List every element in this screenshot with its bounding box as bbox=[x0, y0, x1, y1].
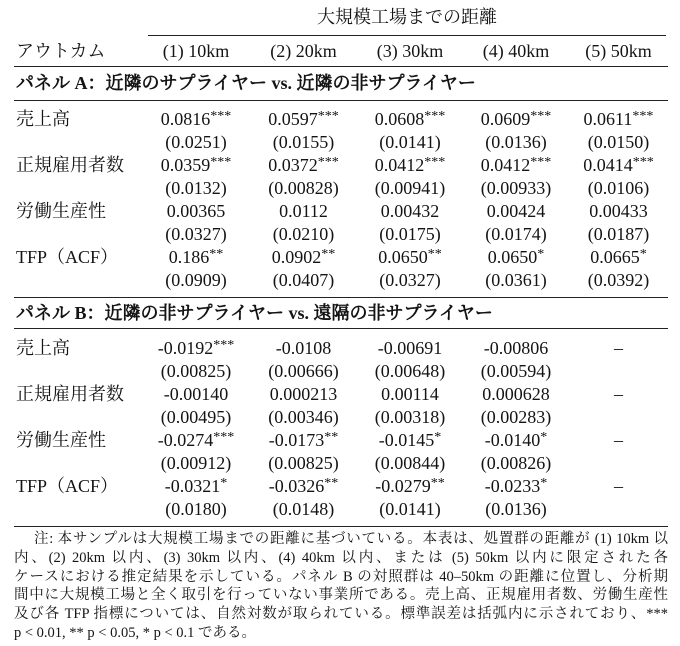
standard-error-cell: (0.0155) bbox=[272, 132, 335, 152]
se-row bbox=[14, 223, 668, 246]
standard-error-cell: (0.00933) bbox=[480, 178, 552, 198]
standard-error-cell: (0.00318) bbox=[374, 407, 446, 427]
significance-stars: * bbox=[639, 245, 647, 262]
significance-stars: * bbox=[540, 428, 548, 445]
coefficient-cell: -0.0279** bbox=[375, 474, 445, 496]
column-group-header: 大規模工場までの距離 bbox=[148, 0, 666, 36]
coefficient-cell: 0.0597*** bbox=[268, 107, 339, 129]
panel-a-title: パネル A：近隣のサプライヤー vs. 近隣の非サプライヤー bbox=[14, 67, 668, 101]
coefficient-cell: 0.000628 bbox=[482, 384, 550, 404]
standard-error-cell: (0.0909) bbox=[165, 270, 227, 290]
coefficient-cell: -0.0140* bbox=[484, 428, 548, 450]
coefficient-cell: -0.0108 bbox=[275, 338, 332, 358]
coefficient-cell: -0.0233* bbox=[484, 474, 548, 496]
coefficient-cell: 0.0609*** bbox=[480, 107, 552, 129]
note-line: 内、(2) 20km 以内、(3) 30km 以内、(4) 40km 以内、または (5) 50km 以内に限定された各 bbox=[14, 549, 668, 566]
coefficient-cell: -0.0326** bbox=[268, 474, 339, 496]
significance-stars: ** bbox=[430, 474, 445, 491]
coefficient-cell: – bbox=[614, 384, 623, 404]
coefficient-cell: 0.186** bbox=[168, 245, 224, 267]
outcome-label: 売上高 bbox=[16, 338, 70, 358]
se-row bbox=[14, 177, 668, 200]
se-row bbox=[14, 452, 668, 475]
significance-stars: *** bbox=[213, 336, 235, 353]
standard-error-cell: (0.0148) bbox=[272, 499, 335, 519]
significance-stars: *** bbox=[317, 107, 339, 124]
outcome-label: TFP（ACF） bbox=[16, 476, 119, 496]
column-header: (4) 40km bbox=[482, 41, 550, 61]
coefficient-cell: – bbox=[614, 430, 623, 450]
column-header: (1) 10km bbox=[162, 41, 230, 61]
significance-stars: *** bbox=[530, 107, 552, 124]
standard-error-cell: (0.0136) bbox=[485, 132, 547, 152]
coefficient-cell: 0.0412*** bbox=[374, 153, 446, 175]
coefficient-cell: 0.0359*** bbox=[160, 153, 232, 175]
significance-stars: *** bbox=[424, 153, 446, 170]
se-row bbox=[14, 498, 668, 521]
standard-error-cell: (0.00825) bbox=[160, 361, 232, 381]
standard-error-cell: (0.00844) bbox=[374, 453, 446, 473]
coefficient-cell: -0.0145* bbox=[378, 428, 442, 450]
column-header-row bbox=[14, 36, 668, 67]
coefficient-cell: -0.00691 bbox=[377, 338, 443, 358]
standard-error-cell: (0.0175) bbox=[379, 224, 441, 244]
standard-error-cell: (0.00826) bbox=[480, 453, 552, 473]
coef-row bbox=[14, 429, 668, 452]
standard-error-cell: (0.0150) bbox=[587, 132, 650, 152]
significance-stars: * bbox=[434, 428, 442, 445]
standard-error-cell: (0.00346) bbox=[268, 407, 339, 427]
standard-error-cell: (0.0392) bbox=[587, 270, 650, 290]
standard-error-cell: (0.0136) bbox=[485, 499, 547, 519]
coef-row bbox=[14, 200, 668, 223]
regression-table bbox=[14, 0, 668, 527]
coefficient-cell: 0.0816*** bbox=[160, 107, 232, 129]
significance-stars: ** bbox=[321, 245, 336, 262]
coefficient-cell: 0.0412*** bbox=[480, 153, 552, 175]
coefficient-cell: 0.0608*** bbox=[374, 107, 446, 129]
column-header: (5) 50km bbox=[585, 41, 652, 61]
significance-stars: ** bbox=[324, 428, 339, 445]
coefficient-cell: -0.0274*** bbox=[157, 428, 235, 450]
se-row bbox=[14, 406, 668, 429]
standard-error-cell: (0.00648) bbox=[374, 361, 446, 381]
panel-b-title: パネル B：近隣の非サプライヤー vs. 遠隔の非サプライヤー bbox=[14, 298, 668, 329]
coefficient-cell: 0.000213 bbox=[269, 384, 338, 404]
coefficient-cell: 0.0112 bbox=[279, 201, 328, 221]
note-line: 注: 本サンプルは大規模工場までの距離に基づいている。本表は、処置群の距離が (1) 10km 以 bbox=[34, 531, 668, 547]
significance-stars: *** bbox=[632, 107, 654, 124]
standard-error-cell: (0.0327) bbox=[165, 224, 227, 244]
coefficient-cell: -0.00140 bbox=[163, 384, 229, 404]
note-line: 間中に大規模工場と全く取引を行っていない事業所である。売上高、正規雇用者数、労働生産性 bbox=[14, 587, 668, 604]
note-line: p < 0.01, ** p < 0.05, * p < 0.1 である。 bbox=[14, 624, 257, 641]
outcome-label: 売上高 bbox=[16, 109, 70, 129]
outcome-column-header: アウトカム bbox=[16, 41, 106, 61]
significance-stars: *** bbox=[530, 153, 552, 170]
significance-stars: *** bbox=[210, 107, 232, 124]
coefficient-cell: 0.00114 bbox=[381, 384, 439, 404]
standard-error-cell: (0.0210) bbox=[272, 224, 335, 244]
significance-stars: ** bbox=[324, 474, 339, 491]
significance-stars: ** bbox=[427, 245, 442, 262]
note-line: 及び各 TFP 指標については、自然対数が取られている。標準誤差は括弧内に示されており、*** bbox=[14, 606, 668, 623]
standard-error-cell: (0.00912) bbox=[160, 453, 232, 473]
standard-error-cell: (0.0132) bbox=[165, 178, 227, 198]
standard-error-cell: (0.00283) bbox=[480, 407, 552, 427]
standard-error-cell: (0.0251) bbox=[165, 132, 227, 152]
coefficient-cell: – bbox=[614, 338, 623, 358]
standard-error-cell: (0.00594) bbox=[480, 361, 552, 381]
significance-stars: ** bbox=[209, 245, 224, 262]
standard-error-cell: (0.00941) bbox=[374, 178, 446, 198]
coefficient-cell: 0.0902** bbox=[271, 245, 336, 267]
outcome-label: 正規雇用者数 bbox=[16, 384, 124, 404]
standard-error-cell: (0.00666) bbox=[268, 361, 339, 381]
standard-error-cell: (0.0407) bbox=[272, 270, 335, 290]
se-row bbox=[14, 131, 668, 154]
column-group-header-row bbox=[14, 0, 668, 36]
se-row bbox=[14, 269, 668, 292]
coefficient-cell: 0.0372*** bbox=[268, 153, 339, 175]
standard-error-cell: (0.0174) bbox=[485, 224, 547, 244]
coefficient-cell: 0.0650** bbox=[378, 245, 442, 267]
significance-stars: *** bbox=[213, 428, 235, 445]
outcome-label: 労働生産性 bbox=[16, 201, 106, 221]
column-header: (2) 20km bbox=[270, 41, 337, 61]
coefficient-cell: – bbox=[614, 476, 623, 496]
coefficient-cell: 0.0665* bbox=[590, 245, 647, 267]
standard-error-cell: (0.00828) bbox=[268, 178, 339, 198]
standard-error-cell: (0.00495) bbox=[160, 407, 232, 427]
table-bottom-rule bbox=[14, 521, 668, 527]
coefficient-cell: -0.0192*** bbox=[157, 336, 235, 358]
significance-stars: *** bbox=[317, 153, 339, 170]
significance-stars: *** bbox=[424, 107, 446, 124]
significance-stars: *** bbox=[210, 153, 232, 170]
note-line: ケースにおける推定結果を示している。パネル B の対照群は 40–50km の距離に位置し、分析期 bbox=[14, 568, 668, 585]
coef-row bbox=[14, 475, 668, 498]
standard-error-cell: (0.0141) bbox=[379, 499, 441, 519]
table-note bbox=[14, 530, 668, 643]
coefficient-cell: 0.0611*** bbox=[583, 107, 654, 129]
standard-error-cell: (0.0361) bbox=[485, 270, 547, 290]
standard-error-cell: (0.0187) bbox=[587, 224, 650, 244]
coef-row bbox=[14, 246, 668, 269]
significance-stars: * bbox=[540, 474, 548, 491]
outcome-label: 正規雇用者数 bbox=[16, 155, 124, 175]
standard-error-cell: (0.00825) bbox=[268, 453, 339, 473]
coefficient-cell: -0.00806 bbox=[483, 338, 549, 358]
coefficient-cell: 0.0414*** bbox=[583, 153, 654, 175]
outcome-label: 労働生産性 bbox=[16, 430, 106, 450]
coefficient-cell: 0.0650* bbox=[487, 245, 545, 267]
coefficient-cell: 0.00433 bbox=[589, 201, 648, 221]
coefficient-cell: -0.0321* bbox=[164, 474, 228, 496]
standard-error-cell: (0.0180) bbox=[165, 499, 227, 519]
coef-row bbox=[14, 337, 668, 360]
coef-row bbox=[14, 108, 668, 131]
coefficient-cell: -0.0173** bbox=[268, 428, 339, 450]
coefficient-cell: 0.00432 bbox=[380, 201, 440, 221]
significance-stars: * bbox=[220, 474, 228, 491]
outcome-label: TFP（ACF） bbox=[16, 247, 119, 267]
standard-error-cell: (0.0141) bbox=[379, 132, 441, 152]
column-header: (3) 30km bbox=[376, 41, 444, 61]
coefficient-cell: 0.00365 bbox=[166, 201, 226, 221]
coef-row bbox=[14, 154, 668, 177]
standard-error-cell: (0.0106) bbox=[587, 178, 650, 198]
significance-stars: * bbox=[537, 245, 545, 262]
significance-stars: *** bbox=[632, 153, 654, 170]
se-row bbox=[14, 360, 668, 383]
coef-row bbox=[14, 383, 668, 406]
standard-error-cell: (0.0327) bbox=[379, 270, 441, 290]
coefficient-cell: 0.00424 bbox=[486, 201, 546, 221]
